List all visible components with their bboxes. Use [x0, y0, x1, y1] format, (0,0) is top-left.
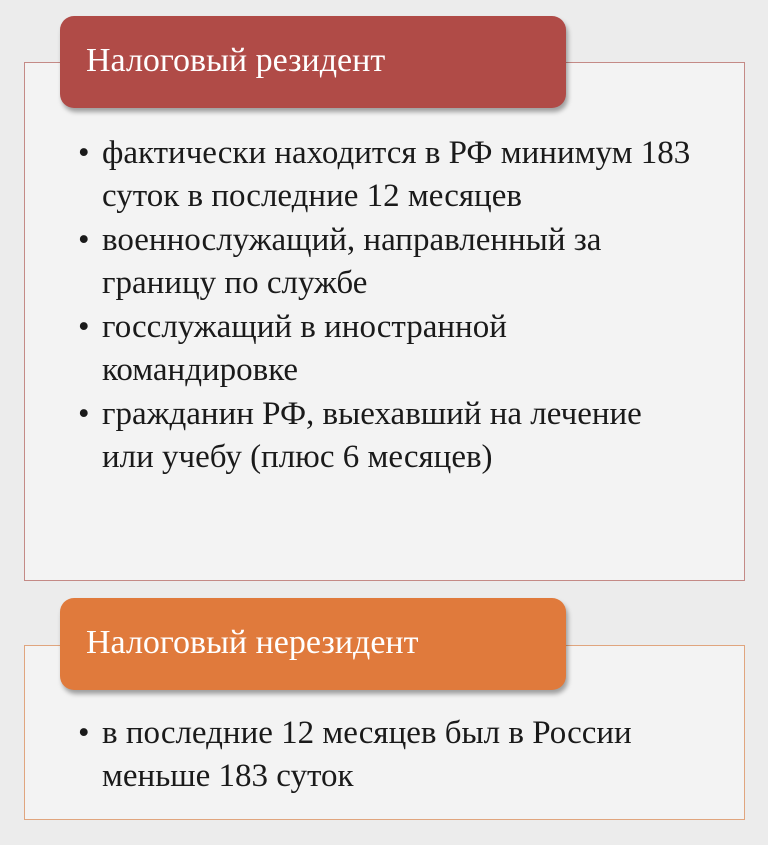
bullet: • — [78, 715, 90, 751]
bullet: • — [78, 396, 90, 432]
nonresident-title: Налоговый нерезидент — [86, 624, 419, 661]
item-text: военнослужащий, направленный за границу по службе — [102, 222, 602, 301]
resident-title: Налоговый резидент — [86, 42, 386, 79]
list-item — [78, 132, 698, 218]
bullet: • — [78, 135, 90, 171]
item-text: фактически находится в РФ минимум 183 суток в последние 12 месяцев — [102, 135, 691, 214]
list-item — [78, 306, 698, 392]
list-item — [78, 393, 698, 479]
list-item — [78, 219, 698, 305]
item-text: гражданин РФ, выехавший на лечение или учебу (плюс 6 месяцев) — [102, 396, 642, 475]
bullet: • — [78, 222, 90, 258]
list-item — [78, 712, 698, 798]
resident-header — [60, 16, 566, 108]
resident-list — [78, 132, 698, 480]
nonresident-list — [78, 712, 698, 799]
nonresident-header — [60, 598, 566, 690]
item-text: в последние 12 месяцев был в России меньше 183 суток — [102, 715, 632, 794]
item-text: госслужащий в иностранной командировке — [102, 309, 507, 388]
bullet: • — [78, 309, 90, 345]
